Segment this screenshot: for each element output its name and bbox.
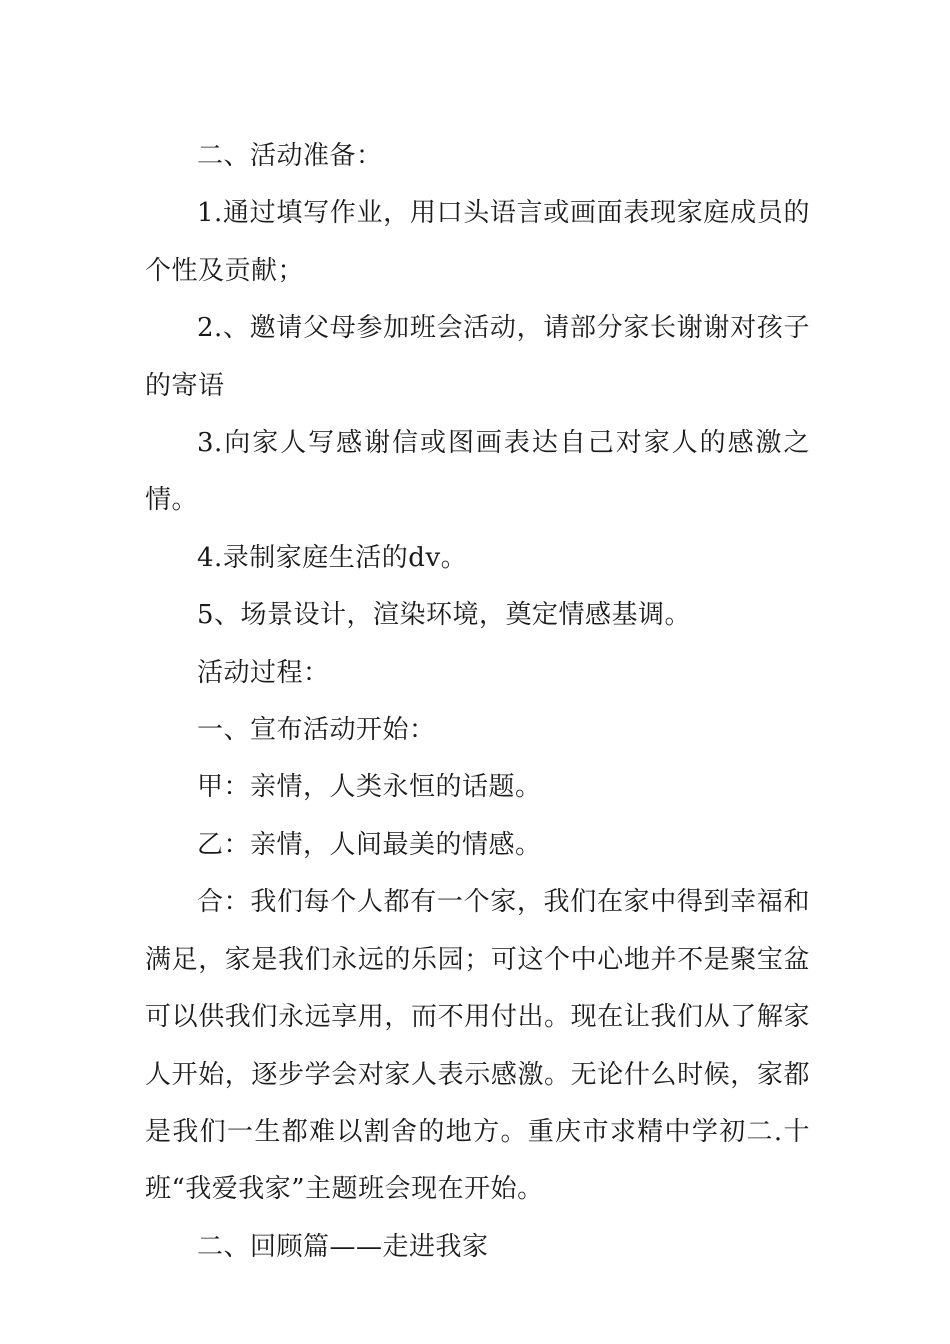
preparation-item-1: 1.通过填写作业，用口头语言或画面表现家庭成员的个性及贡献； — [145, 198, 810, 286]
dialogue-line-yi: 乙：亲情，人间最美的情感。 — [197, 829, 542, 860]
dialogue-line-jia: 甲：亲情，人类永恒的话题。 — [197, 772, 542, 803]
preparation-item-5: 5、场景设计，渲染环境，奠定情感基调。 — [197, 600, 692, 631]
section-heading-preparation: 二、活动准备： — [197, 141, 383, 171]
step-heading-start: 一、宣布活动开始： — [197, 715, 436, 746]
preparation-item-2: 2.、邀请父母参加班会活动，请部分家长谢谢对孩子的寄语 — [145, 313, 810, 401]
section-heading-process: 活动过程： — [197, 657, 330, 688]
step-heading-review: 二、回顾篇——走进我家 — [197, 1231, 489, 1262]
dialogue-line-together: 合：我们每个人都有一个家，我们在家中得到幸福和满足，家是我们永远的乐园；可这个中心地并不是聚宝盆可以供我们永远享用，而不用付出。现在让我们从了解家人开始，逐步学会对家人表示感激。无论什么时候，家都是我们一生都难以割舍的地方。重庆市求精中学初二.十班“我爱我家”主题班会现在开始。 — [145, 887, 810, 1205]
preparation-item-4: 4.录制家庭生活的dv。 — [197, 542, 468, 573]
preparation-item-3: 3.向家人写感谢信或图画表达自己对家人的感激之情。 — [145, 428, 810, 516]
document-body — [145, 128, 810, 1276]
